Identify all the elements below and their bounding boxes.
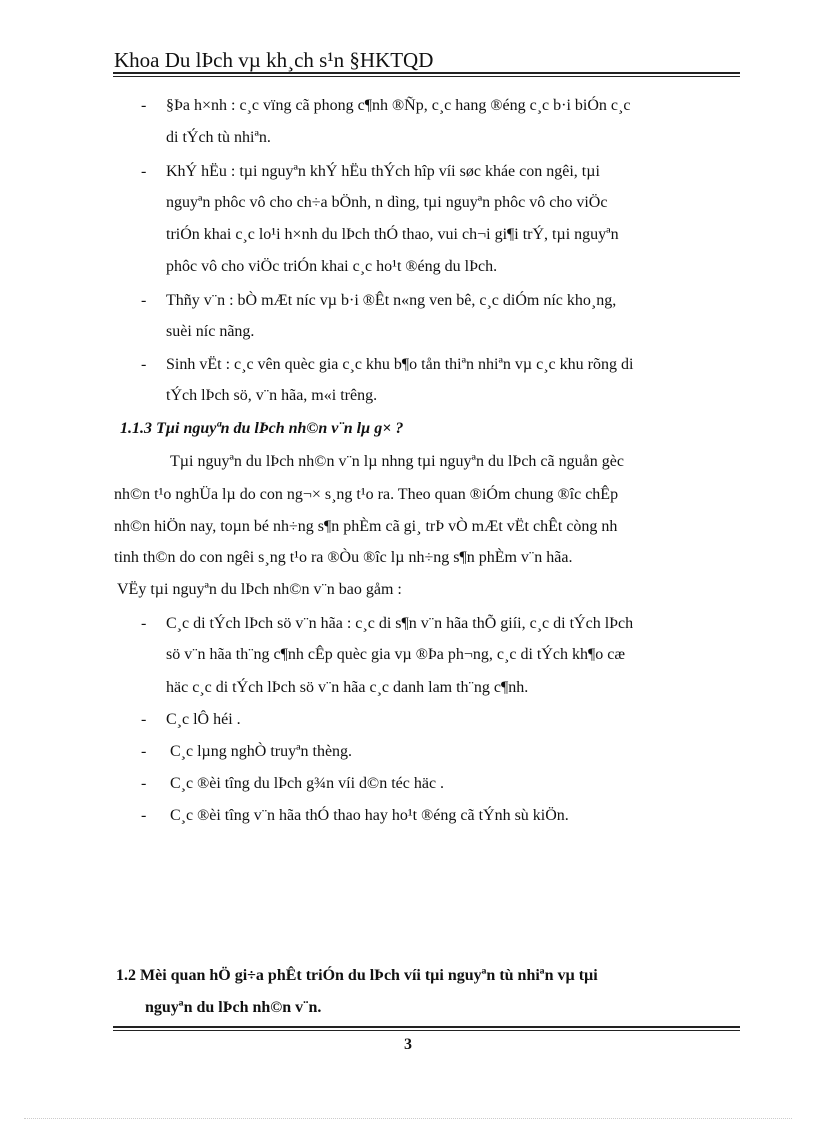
list-item-line: §Þa h×nh : c¸c vïng cã phong c¶nh ®Ñp, c¸c hang ®éng c¸c b·i biÓn c¸c <box>166 97 631 114</box>
section-heading-continued: nguyªn du lÞch nh©n v¨n. <box>145 999 322 1016</box>
bullet-dash: - <box>141 775 147 792</box>
list-item-line: Thñy v¨n : bÒ mÆt níc vµ b·i ®Êt n«ng ven bê, c¸c diÓm níc kho¸ng, <box>166 292 617 309</box>
list-item-line: Sinh vËt : c¸c vên quèc gia c¸c khu b¶o tån thiªn nhiªn vµ c¸c khu rõng di <box>166 356 634 373</box>
paragraph-line: nh©n t¹o nghÜa lµ do con ng¬× s¸ng t¹o ra. Theo quan ®iÓm chung ®îc chÊp <box>114 486 619 503</box>
bullet-dash: - <box>141 615 147 632</box>
page-number: 3 <box>404 1036 412 1053</box>
list-item-line: häc c¸c di tÝch lÞch sö v¨n hãa c¸c danh lam th¨ng c¶nh. <box>166 679 529 696</box>
list-item-line: C¸c lµng nghÒ truyªn thèng. <box>170 743 353 760</box>
list-item-line: KhÝ hËu : tµi nguyªn khÝ hËu thÝch hîp víi søc kháe con ngêi, tµi <box>166 163 600 180</box>
bullet-dash: - <box>141 743 147 760</box>
list-intro: VËy tµi nguyªn du lÞch nh©n v¨n bao gåm : <box>117 581 402 598</box>
list-item-line: phôc vô cho viÖc triÓn khai c¸c ho¹t ®éng du lÞch. <box>166 258 498 275</box>
list-item-line: C¸c di tÝch lÞch sö v¨n hãa : c¸c di s¶n v¨n hãa thÕ giíi, c¸c di tÝch lÞch <box>166 615 634 632</box>
section-heading: 1.1.3 Tµi nguyªn du lÞch nh©n v¨n lµ g× ? <box>120 420 404 437</box>
bullet-dash: - <box>141 711 147 728</box>
list-item-line: C¸c ®èi tîng du lÞch g¾n víi d©n téc häc . <box>170 775 445 792</box>
bullet-dash: - <box>141 97 147 114</box>
bullet-dash: - <box>141 356 147 373</box>
bullet-dash: - <box>141 807 147 824</box>
list-item-line: sö v¨n hãa th¨ng c¶nh cÊp quèc gia vµ ®Þa ph¬ng, c¸c di tÝch kh¶o cæ <box>166 646 626 663</box>
page-bottom-border <box>24 1118 792 1119</box>
bullet-dash: - <box>141 163 147 180</box>
section-heading: 1.2 Mèi quan hÖ gi÷a phÊt triÓn du lÞch víi tµi nguyªn tù nhiªn vµ tµi <box>116 967 598 984</box>
list-item-line: C¸c ®èi tîng v¨n hãa thÓ thao hay ho¹t ®éng cã tÝnh sù kiÖn. <box>170 807 569 824</box>
list-item-line: di tÝch tù nhiªn. <box>166 129 271 146</box>
header-rule <box>113 72 740 77</box>
running-header: Khoa Du lÞch vµ kh¸ch s¹n §HKTQD <box>114 48 434 72</box>
list-item-line: triÓn khai c¸c lo¹i h×nh du lÞch thÓ thao, vui ch¬i gi¶i trÝ, tµi nguyªn <box>166 226 619 243</box>
list-item-line: C¸c lÔ héi . <box>166 711 241 728</box>
paragraph-line: Tµi nguyªn du lÞch nh©n v¨n lµ nhng tµi nguyªn du lÞch cã nguån gèc <box>170 453 624 470</box>
footer-rule <box>113 1026 740 1031</box>
bullet-dash: - <box>141 292 147 309</box>
list-item-line: suèi níc nãng. <box>166 323 255 340</box>
list-item-line: tÝch lÞch sö, v¨n hãa, m«i trêng. <box>166 387 378 404</box>
paragraph-line: tinh th©n do con ngêi s¸ng t¹o ra ®Òu ®îc lµ nh÷ng s¶n phÈm v¨n hãa. <box>114 549 573 566</box>
paragraph-line: nh©n hiÖn nay, toµn bé nh÷ng s¶n phÈm cã gi¸ trÞ vÒ mÆt vËt chÊt còng nh <box>114 518 618 535</box>
list-item-line: nguyªn phôc vô cho ch÷a bÖnh, n dìng, tµi nguyªn phôc vô cho viÖc <box>166 194 608 211</box>
